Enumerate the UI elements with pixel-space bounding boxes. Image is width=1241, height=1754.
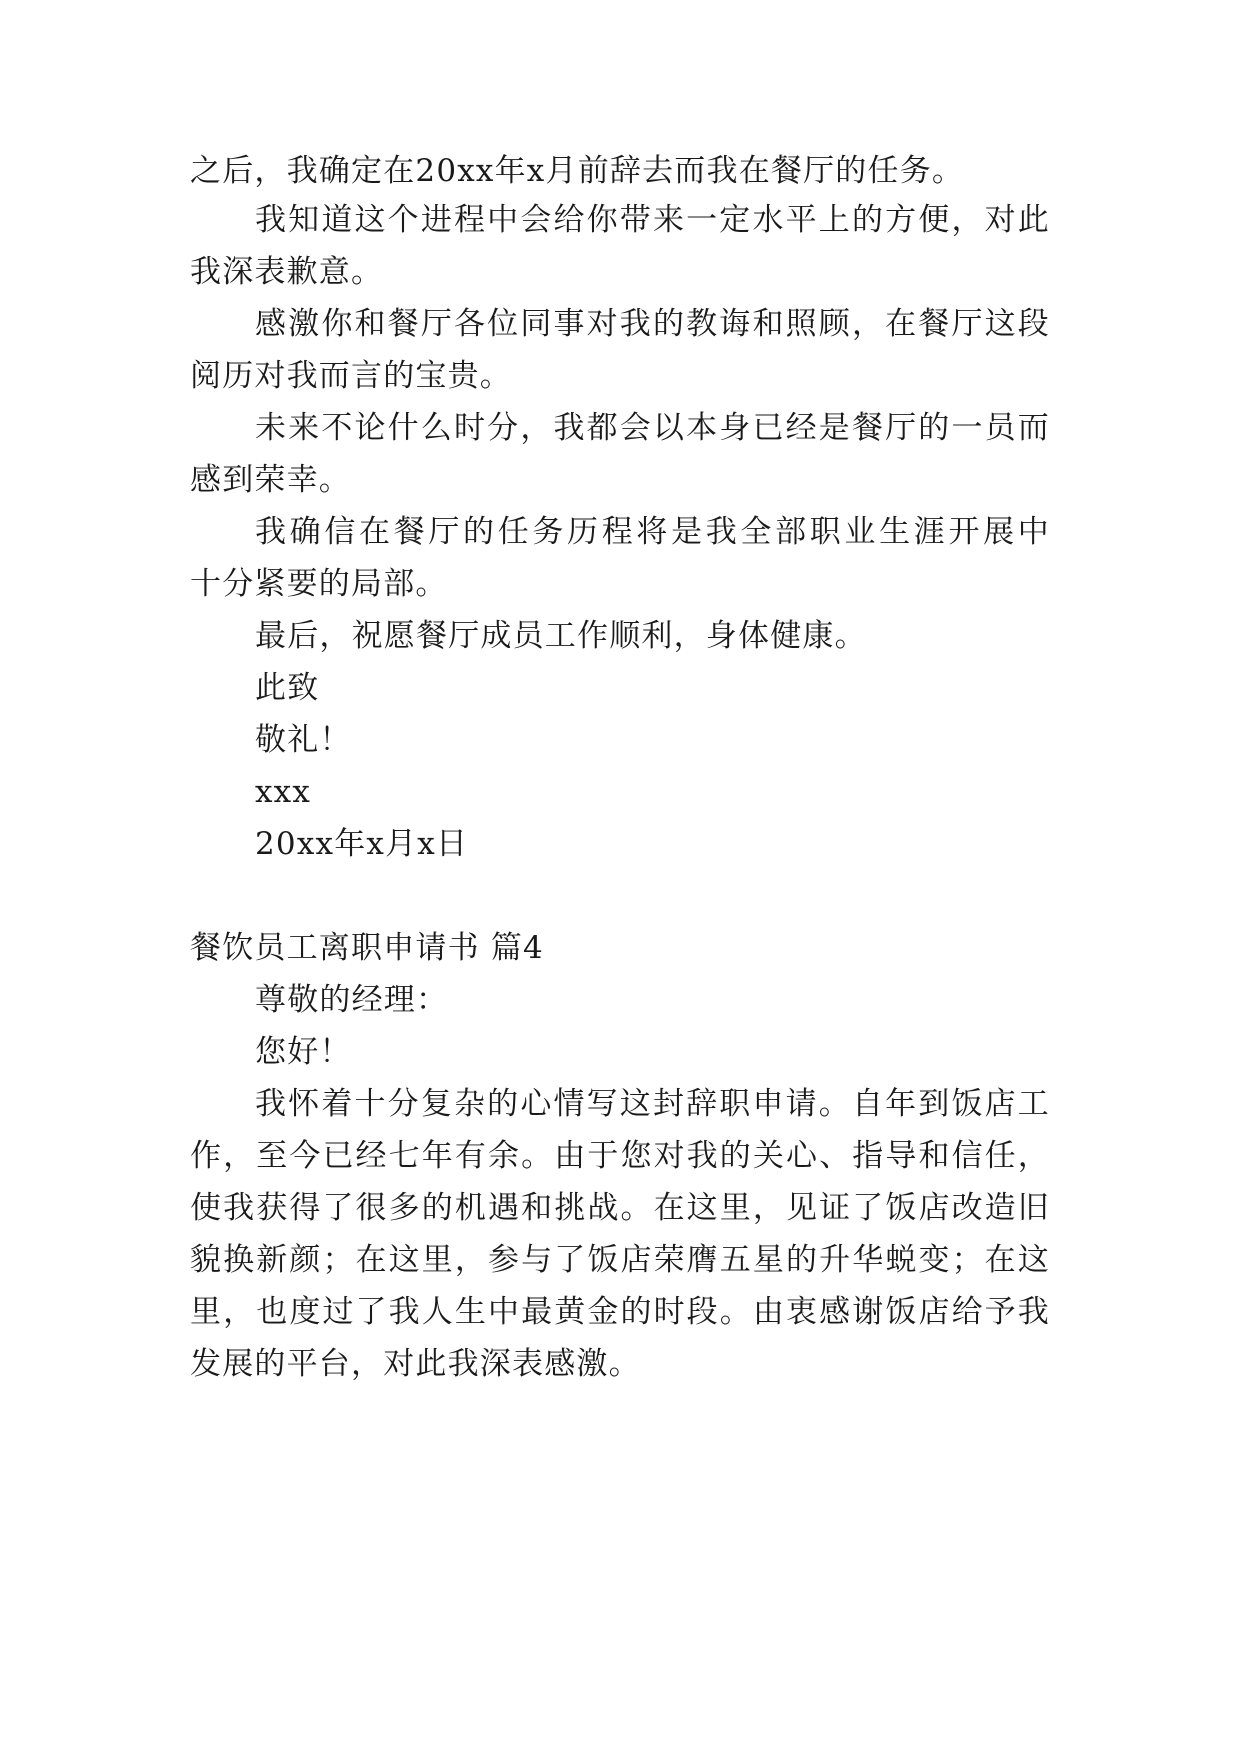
section-heading: 餐饮员工离职申请书 篇4 (190, 930, 544, 966)
paragraph-apology-line1: 我知道这个进程中会给你带来一定水平上的方便，对此 (255, 202, 1050, 238)
paragraph-apology-line2: 我深表歉意。 (190, 254, 384, 290)
paragraph-gratitude-line2: 阅历对我而言的宝贵。 (190, 358, 512, 394)
paragraph-career-line1: 我确信在餐厅的任务历程将是我全部职业生涯开展中 (255, 514, 1050, 550)
date: 20xx年x月x日 (255, 826, 469, 862)
paragraph-wishes: 最后，祝愿餐厅成员工作顺利，身体健康。 (255, 618, 867, 654)
body-line: 发展的平台，对此我深表感激。 (190, 1346, 641, 1382)
closing-line-1: 此致 (255, 670, 320, 706)
salutation: 尊敬的经理： (255, 982, 449, 1018)
body-line: 使我获得了很多的机遇和挑战。在这里，见证了饭店改造旧 (190, 1190, 1050, 1226)
paragraph-gratitude-line1: 感激你和餐厅各位同事对我的教诲和照顾，在餐厅这段 (255, 306, 1050, 342)
greeting: 您好！ (255, 1034, 352, 1070)
body-line: 我怀着十分复杂的心情写这封辞职申请。自年到饭店工 (255, 1086, 1050, 1122)
body-line: 里，也度过了我人生中最黄金的时段。由衷感谢饭店给予我 (190, 1294, 1050, 1330)
paragraph-career-line2: 十分紧要的局部。 (190, 566, 448, 602)
paragraph-future-line1: 未来不论什么时分，我都会以本身已经是餐厅的一员而 (255, 410, 1050, 446)
signature: xxx (255, 774, 312, 810)
paragraph-future-line2: 感到荣幸。 (190, 462, 351, 498)
paragraph-continuation: 之后，我确定在20xx年x月前辞去而我在餐厅的任务。 (190, 153, 965, 189)
body-line: 作，至今已经七年有余。由于您对我的关心、指导和信任， (190, 1138, 1050, 1174)
body-line: 貌换新颜；在这里，参与了饭店荣膺五星的升华蜕变；在这 (190, 1242, 1050, 1278)
closing-line-2: 敬礼！ (255, 722, 352, 758)
